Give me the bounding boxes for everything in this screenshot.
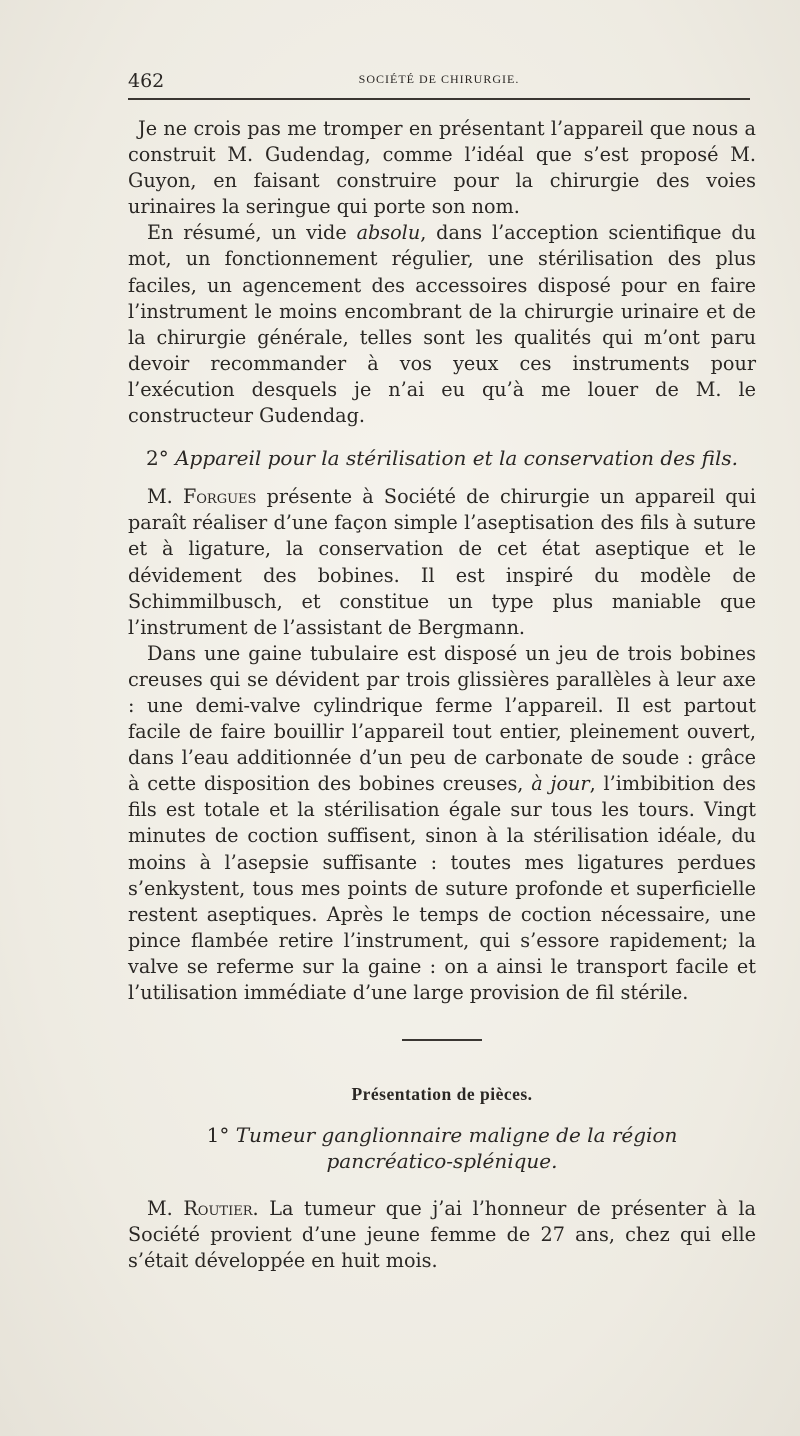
page-header xyxy=(128,62,750,102)
section-separator xyxy=(402,1039,482,1041)
subheading-sterilisation: 2° Appareil pour la stérilisation et la conservation des fils. xyxy=(146,446,738,471)
body-text xyxy=(128,116,756,1274)
paragraph-4: Dans une gaine tubulaire est disposé un jeu de trois bobines creuses qui se dévident par trois glissières parallèles à leur axe : une demi-valve cylindrique ferme l’appareil. Il est partout facile de faire bouillir l’appareil tout entier, pleinement ouvert, dans l’eau additionnée d’un peu de carbonate de soude : grâce à cette disposition des bobines creuses, à jour, l’imbibition des fils est totale et la stérilisation égale sur tous les tours. Vingt minutes de coction suffisent, sinon à la stérilisation idéale, du moins à l’asepsie suffisante : toutes mes ligatures perdues s’enkystent, tous mes points de suture profonde et superficielle restent aseptiques. Après le temps de coction nécessaire, une pince flambée retire l’instrument, qui s’essore rapidement; la valve se referme sur la gaine : on a ainsi le transport facile et l’utilisation immédiate d’une large provision de fil stérile. xyxy=(128,641,756,1004)
running-title: SOCIÉTÉ DE CHIRURGIE. xyxy=(358,72,520,86)
section-title: Présentation de pièces. xyxy=(351,1084,533,1105)
paragraph-3: M. Forgues présente à Société de chirurgie un appareil qui paraît réaliser d’une façon simple l’aseptisation des fils à suture et à ligature, la conservation de cet état aseptique et le dévidement des bobines. Il est inspiré du modèle de Schimmilbusch, et constitue un type plus maniable que l’instrument de l’assistant de Bergmann. xyxy=(128,485,757,639)
page-number: 462 xyxy=(128,70,165,92)
paragraph-1: Je ne crois pas me tromper en présentant l’appareil que nous a construit M. Gudendag, comme l’idéal que s’est proposé M. Guyon, en faisant construire pour la chirurgie des voies urinaires la seringue qui porte son nom. xyxy=(128,117,756,219)
header-rule xyxy=(128,98,750,100)
paragraph-5: M. Routier. La tumeur que j’ai l’honneur de présenter à la Société provient d’une jeune femme de 27 ans, chez qui elle s’était développée en huit mois. xyxy=(128,1197,756,1273)
speaker-name: M. Routier xyxy=(147,1197,253,1221)
subheading-tumeur: 1° Tumeur ganglionnaire maligne de la région pancréatico-splénique. xyxy=(206,1123,678,1174)
speaker-name: M. Forgues xyxy=(147,485,257,509)
paragraph-2: En résumé, un vide absolu, dans l’acception scientifique du mot, un fonctionnement régulier, une stérilisation des plus faciles, un agencement des accessoires disposé pour en faire l’instrument le moins encombrant de la chirurgie urinaire et de la chirurgie générale, telles sont les qualités qui m’ont paru devoir recommander à vos yeux ces instruments pour l’exécution desquels je n’ai eu qu’à me louer de M. le constructeur Gudendag. xyxy=(128,221,756,428)
